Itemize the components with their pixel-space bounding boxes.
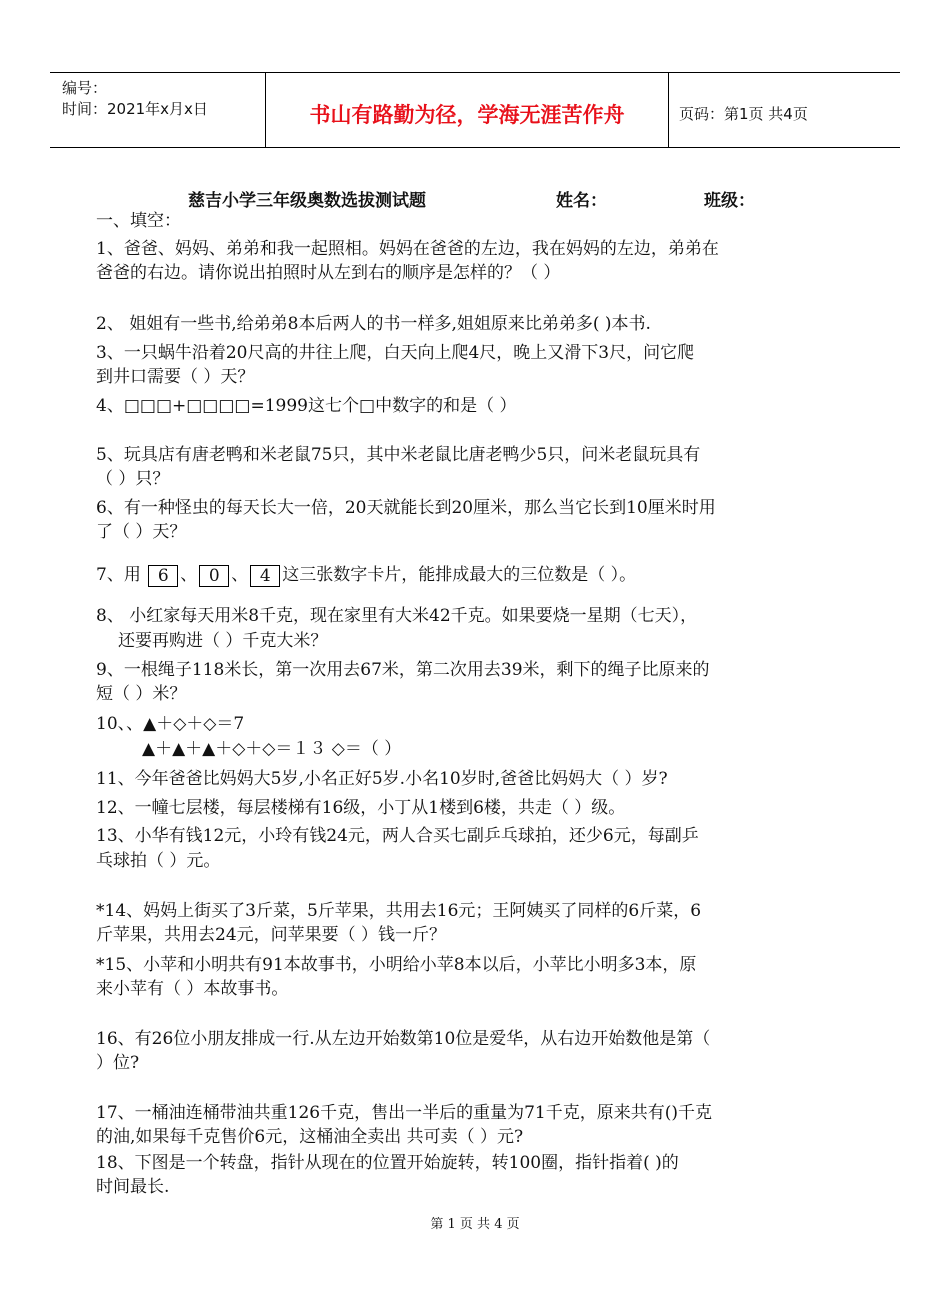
question-18-line-1: 18、下图是一个转盘，指针从现在的位置开始旋转，转100圈，指针指着( )的	[96, 1153, 679, 1173]
question-16-line-2: ）位?	[96, 1053, 140, 1073]
question-1-line-1: 1、爸爸、妈妈、弟弟和我一起照相。妈妈在爸爸的左边，我在妈妈的左边，弟弟在	[96, 239, 719, 259]
question-10-line-2: ▲＋▲＋▲＋◇＋◇＝１３ ◇＝（ ）	[142, 739, 402, 759]
question-13-line-2: 乓球拍（ ）元。	[96, 851, 221, 871]
question-8-line-1: 8、 小红家每天用米8千克，现在家里有大米42千克。如果要烧一星期（七天），	[96, 606, 698, 626]
question-6-line-1: 6、有一种怪虫的每天长大一倍，20天就能长到20厘米，那么当它长到10厘米时用	[96, 498, 716, 518]
question-17-line-2: 的油,如果每千克售价6元，这桶油全卖出 共可卖（ ）元?	[96, 1127, 524, 1147]
question-5-line-1: 5、玩具店有唐老鸭和米老鼠75只，其中米老鼠比唐老鸭少5只，问米老鼠玩具有	[96, 445, 701, 465]
question-9-line-1: 9、一根绳子118米长，第一次用去67米，第二次用去39米，剩下的绳子比原来的	[96, 660, 710, 680]
name-label: 姓名：	[556, 191, 607, 211]
question-9-line-2: 短（ ）米？	[96, 684, 187, 704]
q7-suffix: 这三张数字卡片，能排成最大的三位数是（ ）。	[282, 565, 637, 585]
section-title: 一、填空：	[96, 211, 181, 231]
class-label: 班级：	[704, 191, 755, 211]
motto: 书山有路勤为径，学海无涯苦作舟	[309, 103, 625, 127]
question-3-line-1: 3、一只蜗牛沿着20尺高的井往上爬，白天向上爬4尺，晚上又滑下3尺，问它爬	[96, 343, 695, 363]
question-4: 4、□□□+□□□□=1999这七个□中数字的和是（ ）	[96, 396, 517, 416]
page-title: 慈吉小学三年级奥数选拔测试题	[188, 191, 426, 211]
q7-prefix: 7、用	[96, 565, 147, 585]
page-footer: 第 1 页 共 4 页	[430, 1217, 520, 1232]
number-label: 编号：	[62, 79, 108, 97]
number-card-0: 0	[199, 565, 229, 587]
question-10-line-1: 10、、▲＋◇＋◇＝7	[96, 714, 245, 734]
question-11: 11、今年爸爸比妈妈大5岁,小名正好5岁.小名10岁时,爸爸比妈妈大（ ）岁?	[96, 769, 668, 789]
question-8-line-2: 还要再购进（ ）千克大米？	[118, 631, 328, 651]
question-14-line-2: 斤苹果，共用去24元，问苹果要（ ）钱一斤？	[96, 925, 447, 945]
question-15-line-2: 来小苹有（ ）本故事书。	[96, 979, 289, 999]
question-2: 2、 姐姐有一些书,给弟弟8本后两人的书一样多,姐姐原来比弟弟多( )本书.	[96, 314, 651, 334]
question-16-line-1: 16、有26位小朋友排成一行.从左边开始数第10位是爱华，从右边开始数他是第（	[96, 1029, 711, 1049]
time-label: 时间：2021年x月x日	[62, 100, 208, 118]
question-18-line-2: 时间最长.	[96, 1177, 170, 1197]
page-label: 页码：第1页 共4页	[679, 105, 808, 123]
question-14-line-1: *14、妈妈上街买了3斤菜，5斤苹果，共用去16元；王阿姨买了同样的6斤菜，6	[96, 901, 702, 921]
q7-sep-2: 、	[231, 565, 249, 585]
question-13-line-1: 13、小华有钱12元，小玲有钱24元，两人合买七副乒乓球拍，还少6元，每副乒	[96, 826, 699, 846]
q7-sep-1: 、	[180, 565, 198, 585]
number-card-6: 6	[148, 565, 178, 587]
question-7	[96, 564, 636, 587]
question-6-line-2: 了（ ）天？	[96, 522, 187, 542]
question-15-line-1: *15、小苹和小明共有91本故事书，小明给小苹8本以后，小苹比小明多3本，原	[96, 955, 697, 975]
question-3-line-2: 到井口需要（ ）天？	[96, 367, 255, 387]
header-motto-cell	[266, 73, 669, 147]
number-card-4: 4	[250, 565, 280, 587]
page-header	[50, 72, 900, 148]
title-row	[0, 186, 950, 210]
question-1-line-2: 爸爸的右边。请你说出拍照时从左到右的顺序是怎样的？（ ）	[96, 263, 561, 283]
question-17-line-1: 17、一桶油连桶带油共重126千克，售出一半后的重量为71千克，原来共有()千克	[96, 1103, 712, 1123]
question-5-line-2: （ ）只？	[96, 469, 170, 489]
question-12: 12、一幢七层楼，每层楼梯有16级，小丁从1楼到6楼，共走（ ）级。	[96, 798, 626, 818]
header-page-cell	[669, 73, 900, 147]
header-meta	[50, 73, 266, 147]
